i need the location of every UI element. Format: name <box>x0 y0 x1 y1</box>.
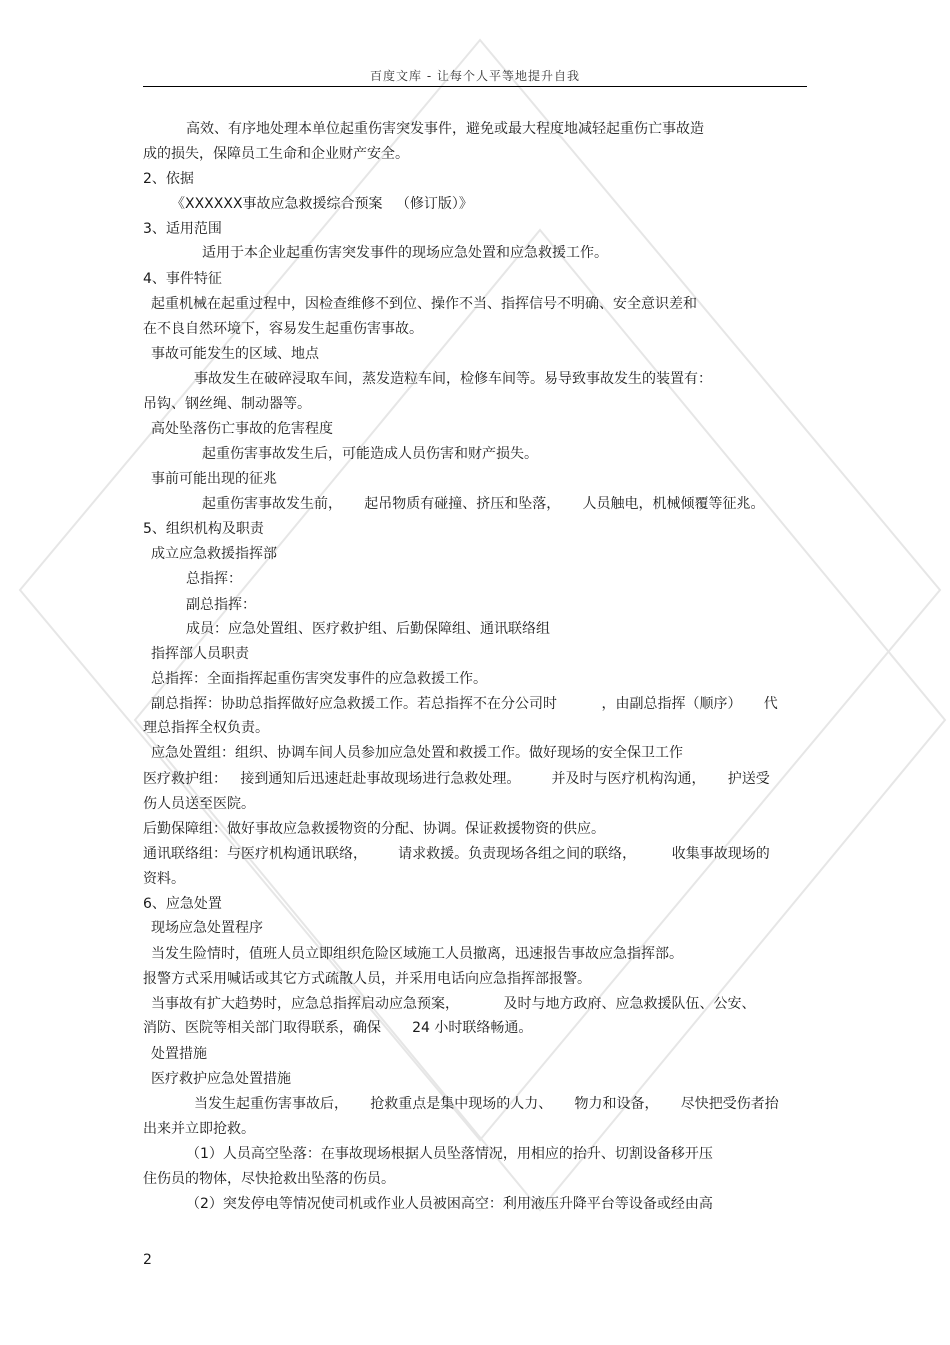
body-line: 住伤员的物体，尽快抢救出坠落的伤员。 <box>143 1171 395 1187</box>
subsection-heading: 事故可能发生的区域、地点 <box>151 346 319 362</box>
body-line: （1）人员高空坠落：在事故现场根据人员坠落情况，用相应的抬升、切割设备移开压 <box>186 1146 713 1162</box>
page-number: 2 <box>143 1252 152 1268</box>
body-line: 副总指挥：协助总指挥做好应急救援工作。若总指挥不在分公司时 ，由副总指挥（顺序） 代 <box>151 696 778 712</box>
header-rule <box>143 86 807 87</box>
body-line: 高效、有序地处理本单位起重伤害突发事件，避免或最大程度地减轻起重伤亡事故造 <box>186 121 704 137</box>
body-line: 吊钩、钢丝绳、制动器等。 <box>143 396 311 412</box>
body-line: 适用于本企业起重伤害突发事件的现场应急处置和应急救援工作。 <box>202 245 608 261</box>
body-line: 当发生起重伤害事故后， 抢救重点是集中现场的人力、 物力和设备， 尽快把受伤者抬 <box>194 1096 779 1112</box>
body-line: 出来并立即抢救。 <box>143 1121 255 1137</box>
body-line: 事故发生在破碎浸取车间，蒸发造粒车间，检修车间等。易导致事故发生的装置有： <box>194 371 712 387</box>
header-title: 百度文库 - 让每个人平等地提升自我 <box>370 69 580 83</box>
body-line: 报警方式采用喊话或其它方式疏散人员，并采用电话向应急指挥部报警。 <box>143 971 591 987</box>
section-heading: 3、适用范围 <box>143 221 222 237</box>
body-line: 总指挥： <box>186 571 242 587</box>
subsection-heading: 事前可能出现的征兆 <box>151 471 277 487</box>
body-line: 成员：应急处置组、医疗救护组、后勤保障组、通讯联络组 <box>186 621 550 637</box>
body-line: 起重机械在起重过程中，因检查维修不到位、操作不当、指挥信号不明确、安全意识差和 <box>151 296 697 312</box>
body-line: 成的损失，保障员工生命和企业财产安全。 <box>143 146 409 162</box>
body-line: 伤人员送至医院。 <box>143 796 255 812</box>
body-line: 当事故有扩大趋势时，应急总指挥启动应急预案， 及时与地方政府、应急救援队伍、公安、 <box>151 996 756 1012</box>
section-heading: 5、组织机构及职责 <box>143 521 264 537</box>
section-heading: 2、依据 <box>143 171 194 187</box>
subsection-heading: 指挥部人员职责 <box>151 646 249 662</box>
subsection-heading: 处置措施 <box>151 1046 207 1062</box>
body-line: 资料。 <box>143 871 185 887</box>
body-line: 后勤保障组：做好事故应急救援物资的分配、协调。保证救援物资的供应。 <box>143 821 605 837</box>
subsection-heading: 高处坠落伤亡事故的危害程度 <box>151 421 333 437</box>
subsection-heading: 现场应急处置程序 <box>151 920 263 936</box>
body-line: 通讯联络组：与医疗机构通讯联络， 请求救援。负责现场各组之间的联络， 收集事故现场的 <box>143 846 770 862</box>
section-heading: 4、事件特征 <box>143 271 222 287</box>
section-heading: 6、应急处置 <box>143 896 222 912</box>
subsection-heading: 成立应急救援指挥部 <box>151 546 277 562</box>
body-line: 总指挥：全面指挥起重伤害突发事件的应急救援工作。 <box>151 671 487 687</box>
body-line: 消防、医院等相关部门取得联系，确保 24 小时联络畅通。 <box>143 1020 533 1036</box>
body-line: （2）突发停电等情况使司机或作业人员被困高空：利用液压升降平台等设备或经由高 <box>186 1196 713 1212</box>
body-line: 副总指挥： <box>186 597 256 613</box>
body-line: 起重伤害事故发生后，可能造成人员伤害和财产损失。 <box>202 446 538 462</box>
body-line: 《XXXXXX事故应急救援综合预案 （修订版）》 <box>171 196 473 212</box>
subsection-heading: 医疗救护应急处置措施 <box>151 1071 291 1087</box>
body-line: 理总指挥全权负责。 <box>143 720 269 736</box>
body-line: 当发生险情时，值班人员立即组织危险区域施工人员撤离，迅速报告事故应急指挥部。 <box>151 946 683 962</box>
body-line: 起重伤害事故发生前， 起吊物质有碰撞、挤压和坠落， 人员触电，机械倾覆等征兆。 <box>202 496 765 512</box>
body-line: 应急处置组：组织、协调车间人员参加应急处置和救援工作。做好现场的安全保卫工作 <box>151 745 683 761</box>
body-line: 医疗救护组： 接到通知后迅速赶赴事故现场进行急救处理。 并及时与医疗机构沟通， 护送受 <box>143 771 770 787</box>
body-line: 在不良自然环境下，容易发生起重伤害事故。 <box>143 321 423 337</box>
